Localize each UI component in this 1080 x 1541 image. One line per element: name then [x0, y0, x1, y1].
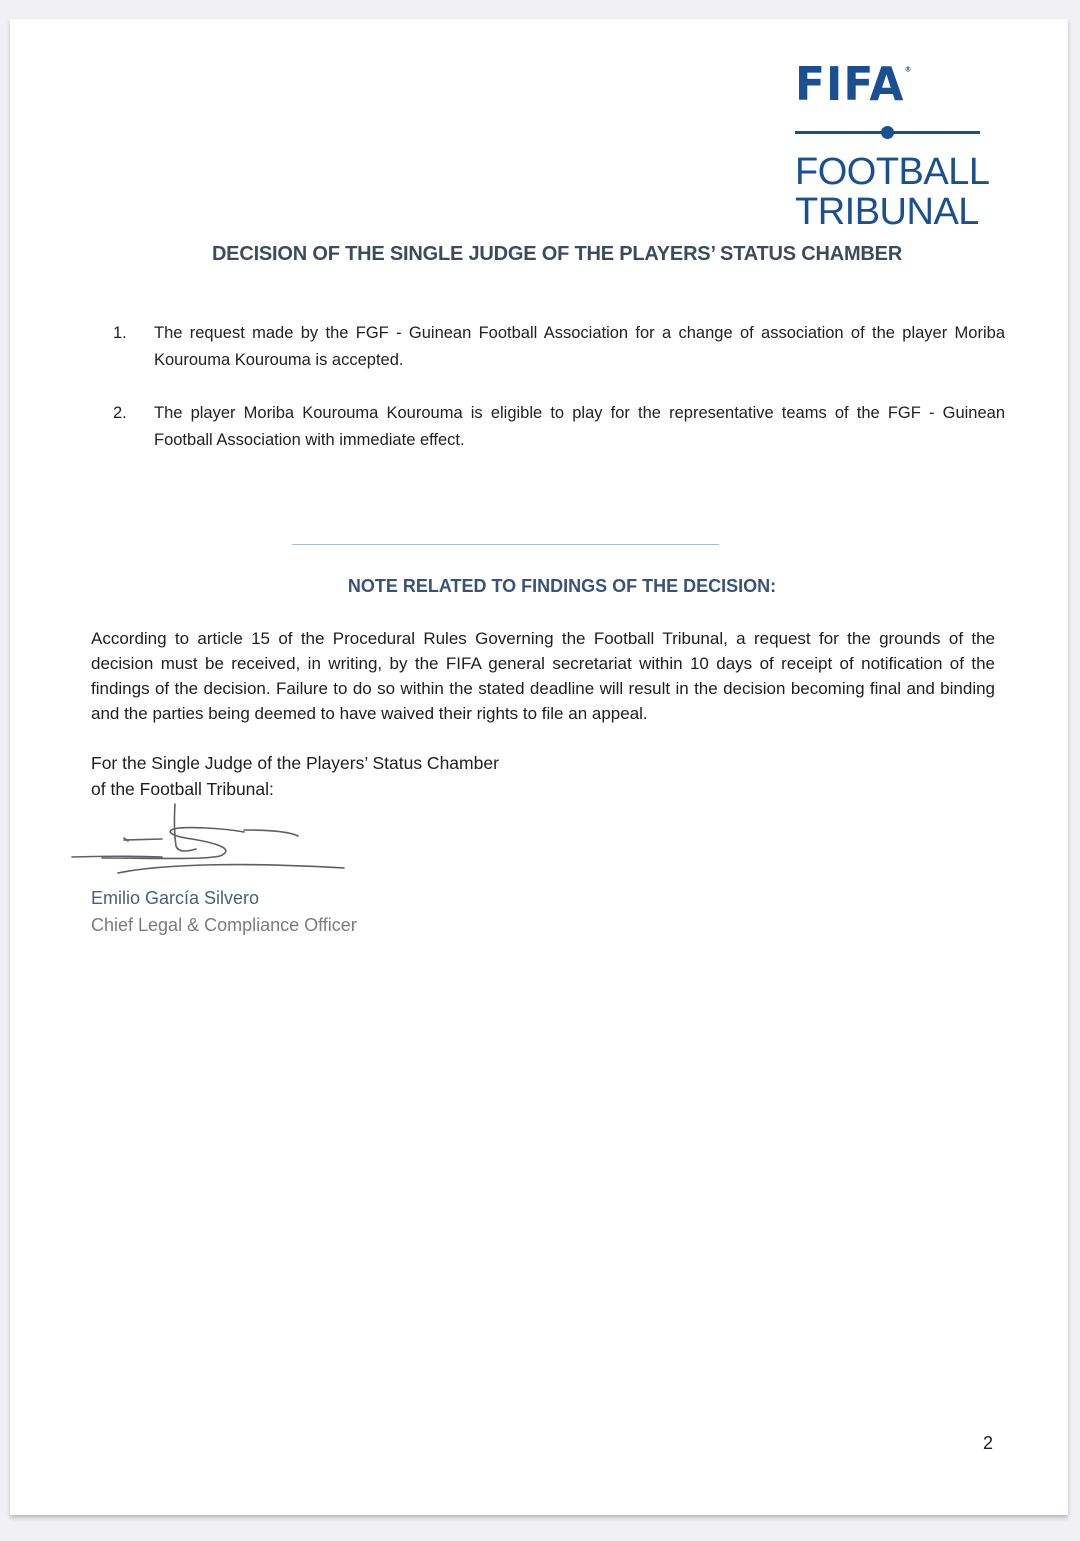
item-number: 1.: [113, 324, 127, 342]
registered-mark: ®: [904, 65, 913, 74]
decision-item: [113, 320, 1005, 374]
page-number: 2: [983, 1433, 994, 1453]
note-body: According to article 15 of the Procedural Rules Governing the Football Tribunal, a request for the grounds of the decision must be received, in writing, by the FIFA general secretariat within 10 days of receipt of notification of the findings of the decision. Failure to do so within the stated deadline will result in the decision becoming final and binding and the parties being deemed to have waived their rights to file an appeal.: [91, 629, 995, 723]
note-title: NOTE RELATED TO FINDINGS OF THE DECISION:: [347, 576, 777, 596]
signer-block: [91, 885, 357, 939]
logo-line-football: FOOTBALL: [795, 151, 990, 193]
signoff-line-2: of the Football Tribunal:: [91, 779, 274, 799]
item-number: 2.: [113, 404, 127, 422]
tribunal-wordmark: [795, 152, 990, 232]
fifa-football-tribunal-logo: [795, 57, 995, 233]
fifa-wordmark: [795, 57, 995, 112]
section-divider: [292, 544, 719, 545]
signer-name: Emilio García Silvero: [91, 888, 260, 908]
decision-title: DECISION OF THE SINGLE JUDGE OF THE PLAYERS’ STATUS CHAMBER: [211, 243, 903, 265]
decision-items: [113, 320, 1005, 480]
item-text: The player Moriba Kourouma Kourouma is eligible to play for the representative teams of the FGF - Guinean Football Association with immediate effect.: [154, 404, 1005, 449]
fifa-text: FIFA: [795, 57, 905, 112]
decision-item: [113, 400, 1005, 454]
item-text: The request made by the FGF - Guinean Football Association for a change of association of the player Moriba Kourouma Kourouma is accepted.: [154, 324, 1005, 369]
signoff-line-1: For the Single Judge of the Players’ Status Chamber: [91, 753, 499, 773]
logo-line-tribunal: TRIBUNAL: [795, 191, 979, 233]
handwritten-signature-icon: [62, 800, 352, 885]
logo-ball-dot-icon: [881, 126, 894, 139]
signer-role: Chief Legal & Compliance Officer: [91, 915, 357, 935]
signoff: [91, 750, 499, 802]
